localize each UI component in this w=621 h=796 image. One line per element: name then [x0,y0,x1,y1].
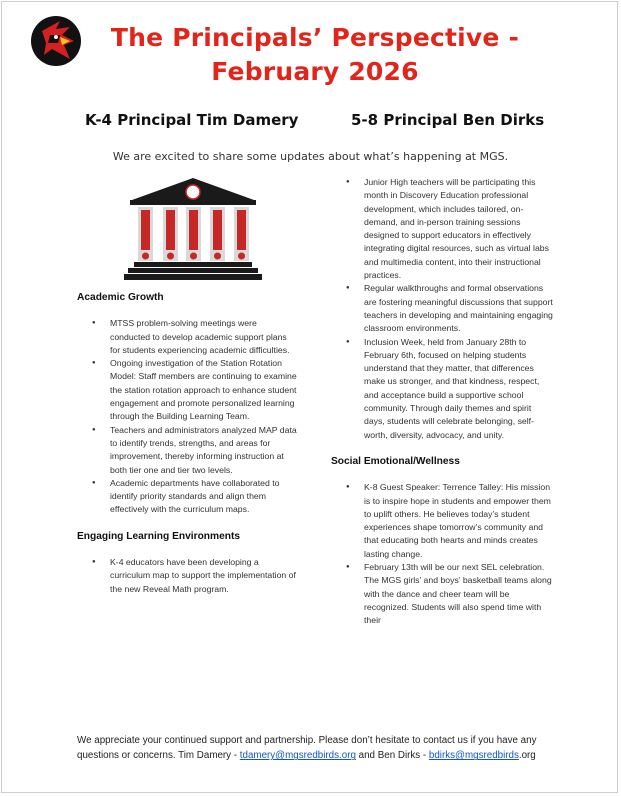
academic-growth-heading: Academic Growth [77,292,164,303]
footer-text-end: .org [518,750,536,762]
list-item: ● Junior High teachers will be participating this month in Discovery Education professional development, which includes tailored, on-demand, and in-person training sessions designed to support educators in effectively integrating digital resources, such as virtual labs and multimedia content, into their instructional practices. [331,176,553,282]
list-item: ● K-8 Guest Speaker: Terrence Talley: His mission is to inspire hope in students and empower them to uplift others. He believes today’s student experiences shape tomorrow’s community and that educating both hearts and minds creates lasting change. [331,481,553,561]
page-title: The Principals’ Perspective - February 2026 [110,23,520,86]
social-emotional-heading: Social Emotional/Wellness [331,455,460,467]
list-item: ● Teachers and administrators analyzed MAP data to identify trends, strengths, and areas for improvement, thereby informing instruction at both tier one and tier two levels. [77,424,297,477]
list-item: ● February 13th will be our next SEL celebration. The MGS girls’ and boys’ basketball teams along with the dance and cheer team will be recognized. Students will also spend time with their [331,561,553,627]
list-item: ● Inclusion Week, held from January 28th to February 6th, focused on helping students understand that they matter, that differences make us stronger, and that kindness, respect, and acceptance build a supportive school community. Through daily themes and spirit days, students will celebrate belonging, self-worth, diversity, advocacy, and unity. [331,336,553,442]
engaging-learning-heading: Engaging Learning Environments [77,530,241,542]
list-item: ● Regular walkthroughs and formal observations are fostering meaningful discussions that support teachers in developing and maintaining engaging classroom environments. [331,282,553,335]
list-item: ● Ongoing investigation of the Station Rotation Model: Staff members are continuing to examine the station rotation approach to enhance student engagement and promote personalized learning through the Building Learning Team. [77,357,297,423]
right-column [331,176,553,628]
intro-text: We are excited to share some updates about what’s happening at MGS. [112,150,509,163]
list-item: ● MTSS problem-solving meetings were conducted to develop academic support plans for students experiencing academic difficulties. [77,317,297,357]
list-item: ● K-4 educators have been developing a curriculum map to support the implementation of the new Reveal Math program. [77,556,297,596]
footer-text-middle: and Ben Dirks - [355,750,429,762]
footer-text [77,733,567,764]
social-emotional-list [331,481,553,627]
engaging-learning-list-left [77,556,297,596]
engaging-learning-list-right [331,176,553,442]
academic-growth-list [77,317,297,516]
left-column [77,291,297,596]
footer-text-start: We appreciate your continued support and partnership. Please don’t hesitate to contact us if you have any questions or concerns. Tim Damery - [77,735,537,762]
list-item: ● Academic departments have collaborated to identify priority standards and align them effectively with the curriculum maps. [77,477,297,517]
pillars-graphic-icon [124,176,262,282]
email-link-tdamery[interactable]: tdamery@mgsredbirds.org [239,750,356,762]
email-link-bdirks[interactable]: bdirks@mgsredbirds [428,750,519,762]
cardinal-logo-icon [30,15,82,67]
principal-right-heading: 5-8 Principal Ben Dirks [351,111,545,129]
principal-left-heading: K-4 Principal Tim Damery [85,111,299,129]
